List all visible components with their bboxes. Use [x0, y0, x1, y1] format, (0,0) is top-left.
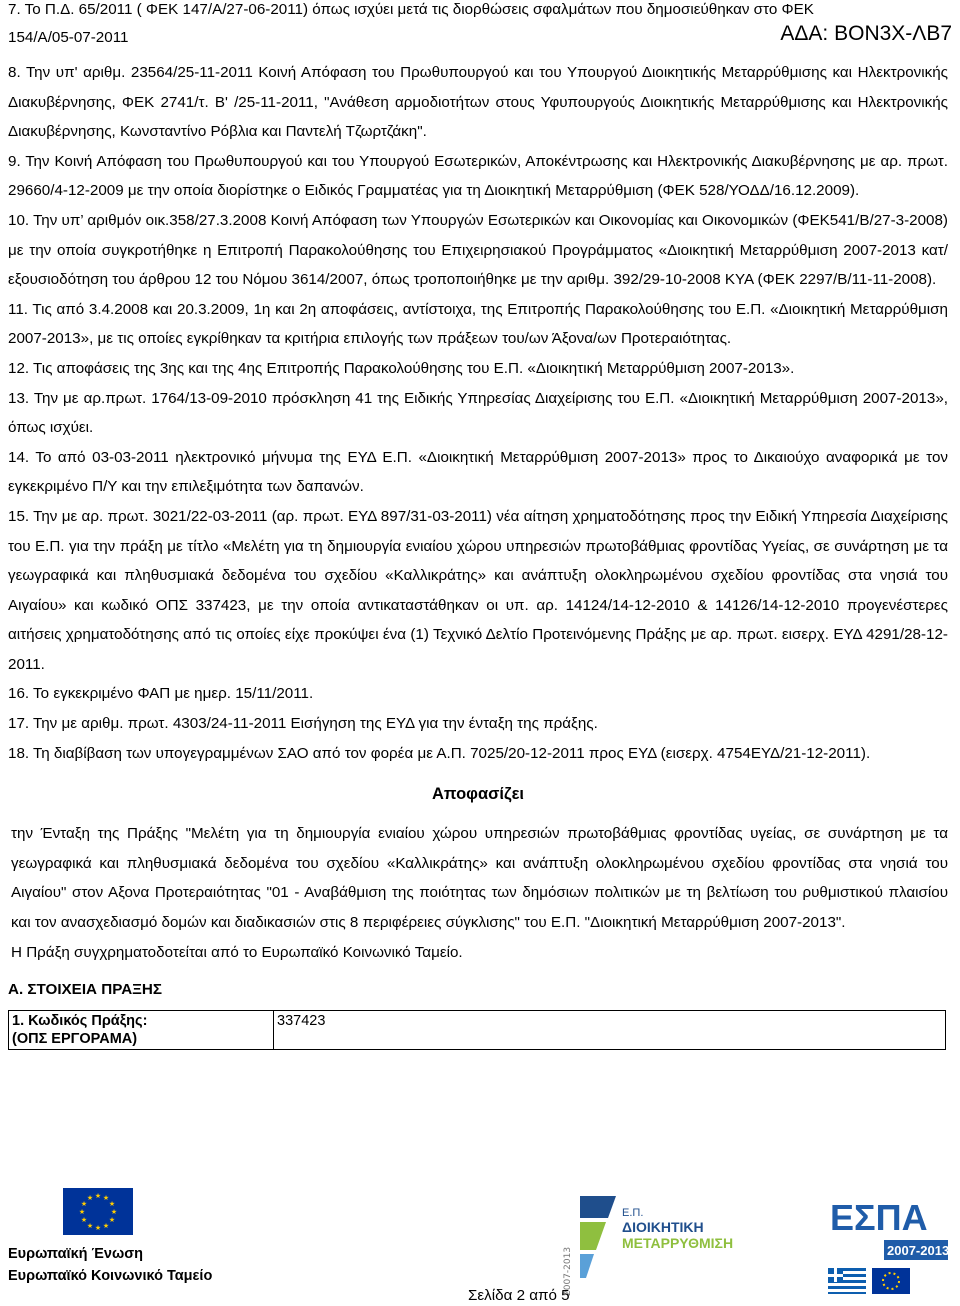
item-8: 8. Την υπ' αριθμ. 23564/25-11-2011 Κοινή Απόφαση του Πρωθυπουργού και του Υπουργού Διοικητικής Μεταρρύθμισης και Ηλεκτρονικής Διακυβέρνησης, ΦΕΚ 2741/τ. Β' /25-11-2011, "Ανάθεση αρμοδιοτήτων στους Υφυπουργούς Διοικητικής Μεταρρύθμισης και Ηλεκτρονικής Διακυβέρνησης, Κωνσταντίνο Ρόβλια και Παντελή Τζωρτζάκη". [8, 64, 948, 141]
svg-text:★: ★ [110, 1208, 118, 1216]
table-label-cell [9, 1011, 274, 1050]
ep-logo-abbrev: Ε.Π. [622, 1207, 644, 1219]
item-9: 9. Την Κοινή Απόφαση του Πρωθυπουργού και του Υπουργού Εσωτερικών, Αποκέντρωσης και Ηλεκτρονικής Διακυβέρνησης με αρ. πρωτ. 29660/4-12-2009 με την οποία διορίστηκε ο Ειδικός Γραμματέας για τη Διοικητική Μεταρρύθμιση (ΦΕΚ 528/ΥΟΔΔ/16.12.2009). [8, 152, 948, 200]
svg-text:★: ★ [94, 1192, 102, 1200]
item-13: 13. Την με αρ.πρωτ. 1764/13-09-2010 πρόσκληση 41 της Ειδικής Υπηρεσίας Διαχείρισης του Ε.Π. «Διοικητική Μεταρρύθμιση 2007-2013», όπως ισχύει. [8, 389, 948, 437]
ep-logo-years: 2007-2013 [563, 1246, 573, 1296]
funding-statement: Η Πράξη συγχρηματοδοτείται από το Ευρωπαϊκό Κοινωνικό Ταμείο. [11, 943, 463, 961]
item-11: 11. Τις από 3.4.2008 και 20.3.2009, 1η και 2η αποφάσεις, αντίστοιχα, της Επιτροπής Παρακολούθησης του Ε.Π. «Διοικητική Μεταρρύθμιση 2007-2013», με τις οποίες εγκρίθηκαν τα κριτήρια επιλογής των πράξεων του/ων Άξονα/ων Προτεραιότητας. [8, 300, 948, 348]
item-18: 18. Τη διαβίβαση των υπογεγραμμένων ΣΑΟ από τον φορέα με Α.Π. 7025/20-12-2011 προς ΕΥΔ (εισερχ. 4754ΕΥΔ/21-12-2011). [8, 744, 871, 762]
header-line-1: 7. Το Π.Δ. 65/2011 ( ΦΕΚ 147/Α/27-06-2011) όπως ισχύει μετά τις διορθώσεις σφαλμάτων που δημοσιεύθηκαν στο ΦΕΚ [8, 1, 814, 18]
ada-code: ΑΔΑ: ΒΟΝ3Χ-ΛΒ7 [780, 22, 952, 45]
svg-text:★: ★ [80, 1200, 88, 1208]
ep-logo-line-1: ΔΙΟΙΚΗΤΙΚΗ [622, 1219, 704, 1235]
svg-text:★: ★ [102, 1194, 110, 1202]
svg-text:★: ★ [108, 1200, 116, 1208]
header-line-2: 154/Α/05-07-2011 [8, 29, 129, 46]
eu-caption [8, 1243, 212, 1287]
code-label: 1. Κωδικός Πράξης: [12, 1013, 148, 1030]
ep-logo-line-2: ΜΕΤΑΡΡΥΘΜΙΣΗ [622, 1235, 734, 1251]
eu-small-flag-icon [872, 1268, 910, 1294]
espa-logo [826, 1190, 951, 1302]
item-15: 15. Την με αρ. πρωτ. 3021/22-03-2011 (αρ. πρωτ. ΕΥΔ 897/31-03-2011) νέα αίτηση χρηματοδότησης προς την Ειδική Υπηρεσία Διαχείρισης του Ε.Π. για την πράξη με τίτλο «Μελέτη για τη δημιουργία ενιαίου χώρου υπηρεσιών πρωτοβάθμιας φροντίδας Υγείας, σε συνάρτηση με τα γεωγραφικά και πληθυσμιακά δεδομένα του σχεδίου «Καλλικράτης» και ανάπτυξη ολοκληρωμένου σχεδίου φροντίδας στα νησιά του Αιγαίου» και κωδικό ΟΠΣ 337423, με την οποία αντικαταστάθηκαν οι υπ. αρ. 14124/14-12-2010 & 14126/14-12-2010 προγενέστερες αιτήσεις χρηματοδότησης από τις οποίες είχε προκύψει ένα (1) Τεχνικό Δελτίο Προτεινόμενης Πράξης με αρ. πρωτ. εισερχ. ΕΥΔ 4291/28-12-2011. [8, 507, 948, 673]
espa-logo-text: ΕΣΠΑ [830, 1197, 928, 1238]
ep-dioikitiki-logo [556, 1188, 746, 1300]
svg-text:★: ★ [102, 1222, 110, 1230]
item-12: 12. Τις αποφάσεις της 3ης και της 4ης Επιτροπής Παρακολούθησης του Ε.Π. «Διοικητική Μεταρρύθμιση 2007-2013». [8, 359, 795, 377]
project-table [8, 1010, 946, 1050]
item-17: 17. Την με αριθμ. πρωτ. 4303/24-11-2011 Εισήγηση της ΕΥΔ για την ένταξη της πράξης. [8, 715, 598, 733]
svg-text:★: ★ [86, 1194, 94, 1202]
page-number: Σελίδα 2 από 5 [468, 1287, 570, 1304]
code-value: 337423 [274, 1011, 946, 1050]
section-title: Α. ΣΤΟΙΧΕΙΑ ΠΡΑΞΗΣ [8, 981, 163, 999]
item-10: 10. Την υπ’ αριθμόν οικ.358/27.3.2008 Κοινή Απόφαση των Υπουργών Εσωτερικών και Οικονομίας και Οικονομικών (ΦΕΚ541/Β/27-3-2008) με την οποία συγκροτήθηκε η Επιτροπή Παρακολούθησης του Επιχειρησιακού Προγράμματος «Διοικητική Μεταρρύθμιση 2007-2013 κατ/ εξουσιοδότηση του άρθρου 12 του Νόμου 3614/2007, όπως τροποποιήθηκε με την αριθμ. 392/29-10-2008 ΚΥΑ (ΦΕΚ 2297/Β/11-11-2008). [8, 211, 948, 289]
item-14: 14. Το από 03-03-2011 ηλεκτρονικό μήνυμα της ΕΥΔ Ε.Π. «Διοικητική Μεταρρύθμιση 2007-2013» προς το Δικαιούχο αναφορικά με τον εγκεκριμένο Π/Υ και την επιλεξιμότητα των δαπανών. [8, 448, 948, 496]
table-row [9, 1011, 946, 1050]
eu-flag-icon [63, 1188, 133, 1235]
decision-heading: Αποφασίζει [432, 785, 524, 804]
decision-block [8, 819, 948, 967]
code-sublabel: (ΟΠΣ ΕΡΓΟΡΑΜΑ) [12, 1031, 138, 1048]
svg-text:★: ★ [86, 1222, 94, 1230]
svg-text:★: ★ [80, 1216, 88, 1224]
svg-text:★: ★ [108, 1216, 116, 1224]
eu-caption-line-1: Ευρωπαϊκή Ένωση [8, 1246, 143, 1262]
document-body [8, 58, 948, 1050]
svg-text:★: ★ [78, 1208, 86, 1216]
item-16: 16. Το εγκεκριμένο ΦΑΠ με ημερ. 15/11/2011. [8, 685, 314, 703]
espa-logo-years: 2007-2013 [887, 1243, 950, 1258]
decision-paragraph: την Ένταξη της Πράξης "Μελέτη για τη δημιουργία ενιαίου χώρου υπηρεσιών πρωτοβάθμιας φροντίδας υγείας, σε συνάρτηση με τα γεωγραφικά και πληθυσμιακά δεδομένα του σχεδίου «Καλλικράτης» και ανάπτυξη ολοκληρωμένου σχεδίου φροντίδας στα νησιά του Αιγαίου" στον Αξονα Προτεραιότητας "01 - Αναβάθμιση της ποιότητας των δημόσιων πολιτικών με τη βελτίωση του ρυθμιστικού πλαισίου και τον ανασχεδιασμό δομών και διαδικασιών στις 8 περιφέρειες σύγκλισης" του Ε.Π. "Διοικητική Μεταρρύθμιση 2007-2013". [11, 825, 948, 932]
eu-caption-line-2: Ευρωπαϊκό Κοινωνικό Ταμείο [8, 1268, 213, 1284]
svg-text:★: ★ [94, 1224, 102, 1232]
